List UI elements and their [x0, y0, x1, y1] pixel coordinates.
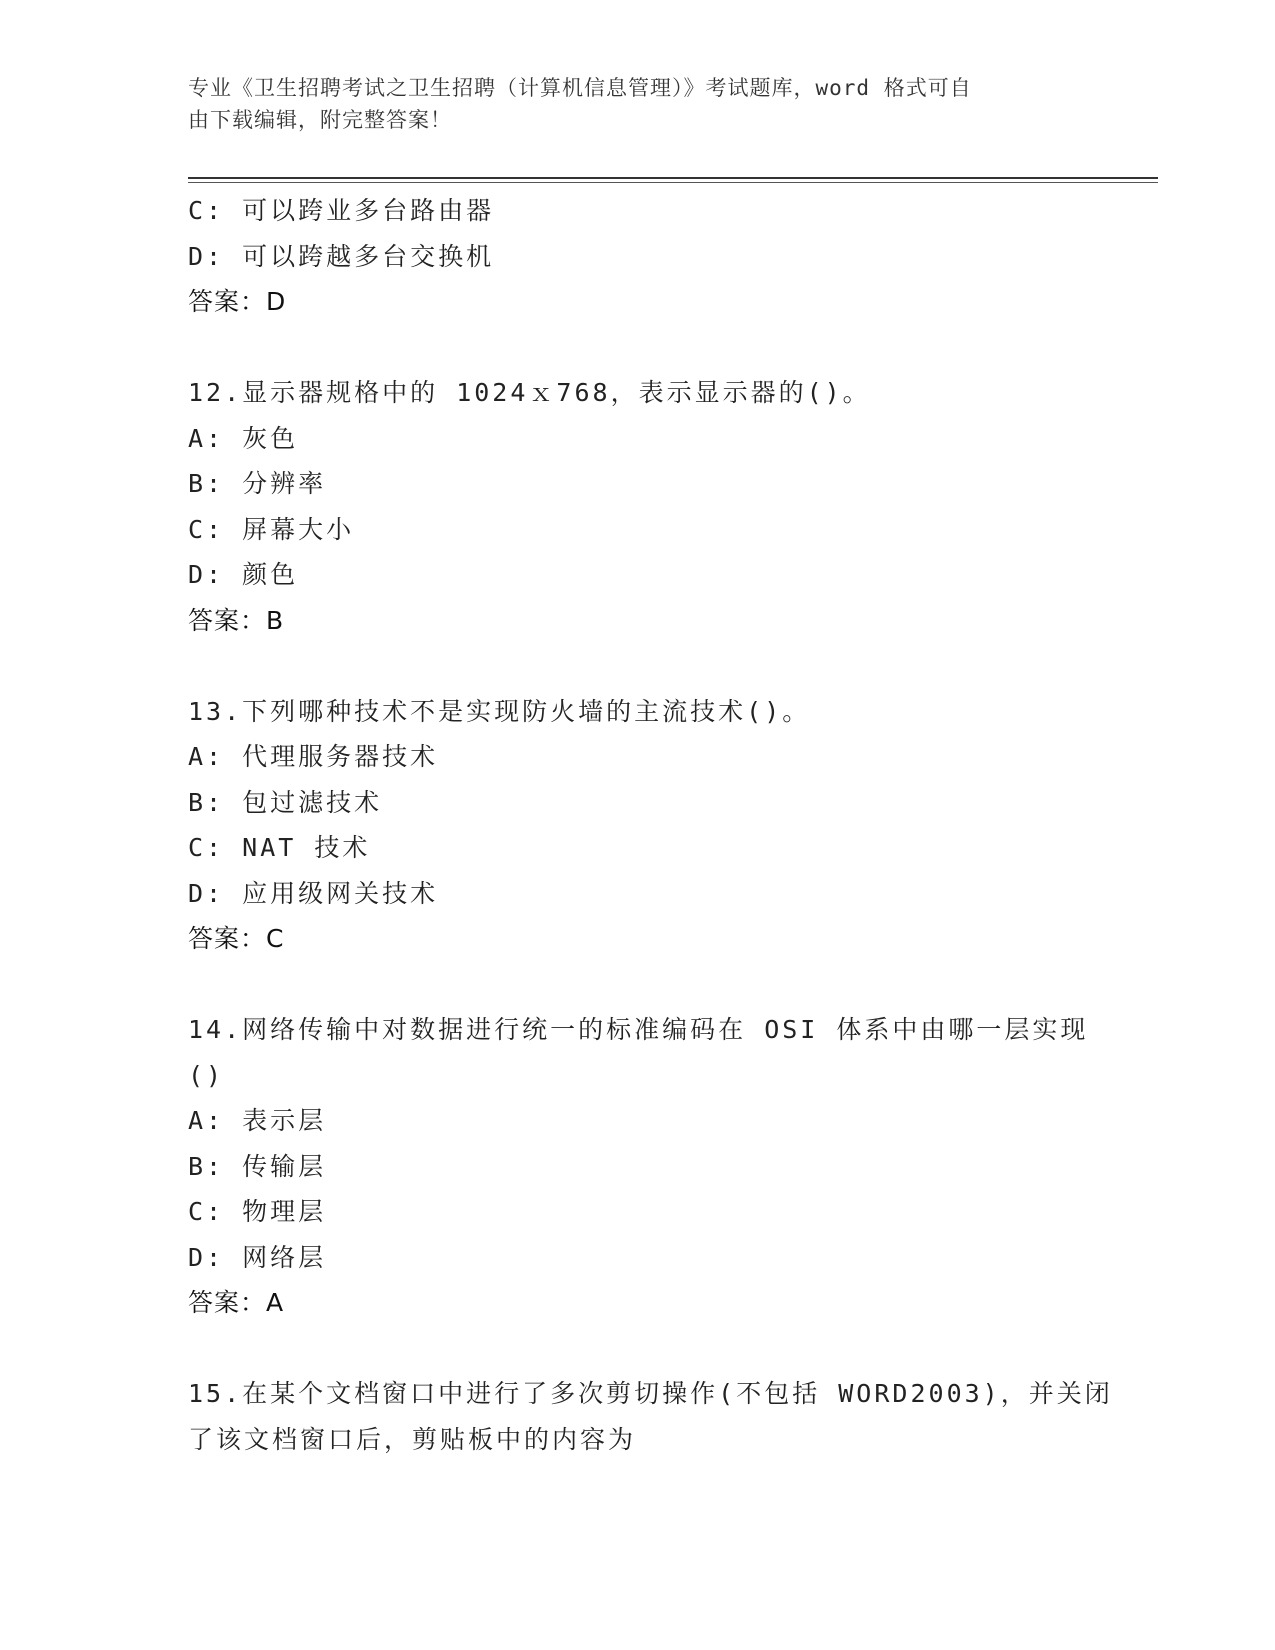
question-13 [188, 689, 1108, 962]
question-text-line-1: 15.在某个文档窗口中进行了多次剪切操作(不包括 WORD2003)，并关闭 [188, 1379, 1113, 1408]
option-b: B: 包过滤技术 [188, 787, 383, 817]
question-text: 13.下列哪种技术不是实现防火墙的主流技术()。 [188, 696, 811, 726]
option-d: D: 网络层 [188, 1242, 327, 1272]
question-list [188, 188, 1113, 1462]
question-14 [188, 1007, 1108, 1326]
question-15 [188, 1371, 1113, 1462]
spacer [188, 962, 1108, 1008]
question-text: 12.显示器规格中的 1024ｘ768，表示显示器的()。 [188, 378, 871, 407]
option-c: C: 可以跨业多台路由器 [188, 196, 495, 225]
option-a: A: 表示层 [188, 1106, 327, 1135]
question-text-line-2: () [188, 1060, 225, 1090]
header-line-1: 专业《卫生招聘考试之卫生招聘（计算机信息管理）》考试题库，word 格式可自 [188, 76, 972, 100]
option-b: B: 分辨率 [188, 469, 327, 498]
option-b: B: 传输层 [188, 1151, 327, 1181]
answer-line: 答案：C [188, 924, 285, 953]
option-d: D: 可以跨越多台交换机 [188, 241, 495, 271]
spacer [188, 1326, 1108, 1372]
answer-line: 答案：B [188, 605, 285, 635]
question-11-tail [188, 188, 1108, 325]
option-c: C: 物理层 [188, 1197, 327, 1226]
header-divider-thin [188, 182, 1158, 183]
option-a: A: 代理服务器技术 [188, 742, 439, 771]
answer-line: 答案：D [188, 287, 287, 316]
question-text-line-1: 14.网络传输中对数据进行统一的标准编码在 OSI 体系中由哪一层实现 [188, 1015, 1089, 1044]
option-d: D: 颜色 [188, 560, 299, 589]
option-c: C: NAT 技术 [188, 833, 371, 862]
option-d: D: 应用级网关技术 [188, 878, 439, 908]
option-c: C: 屏幕大小 [188, 514, 355, 544]
question-text-line-2: 了该文档窗口后，剪贴板中的内容为 [188, 1424, 637, 1454]
question-12 [188, 370, 1108, 643]
header-line-2: 由下载编辑，附完整答案！ [188, 108, 452, 132]
spacer [188, 325, 1108, 371]
spacer [188, 643, 1108, 689]
document-header [188, 72, 1068, 136]
answer-line: 答案：A [188, 1288, 285, 1317]
header-divider-thick [188, 177, 1158, 179]
option-a: A: 灰色 [188, 423, 299, 453]
